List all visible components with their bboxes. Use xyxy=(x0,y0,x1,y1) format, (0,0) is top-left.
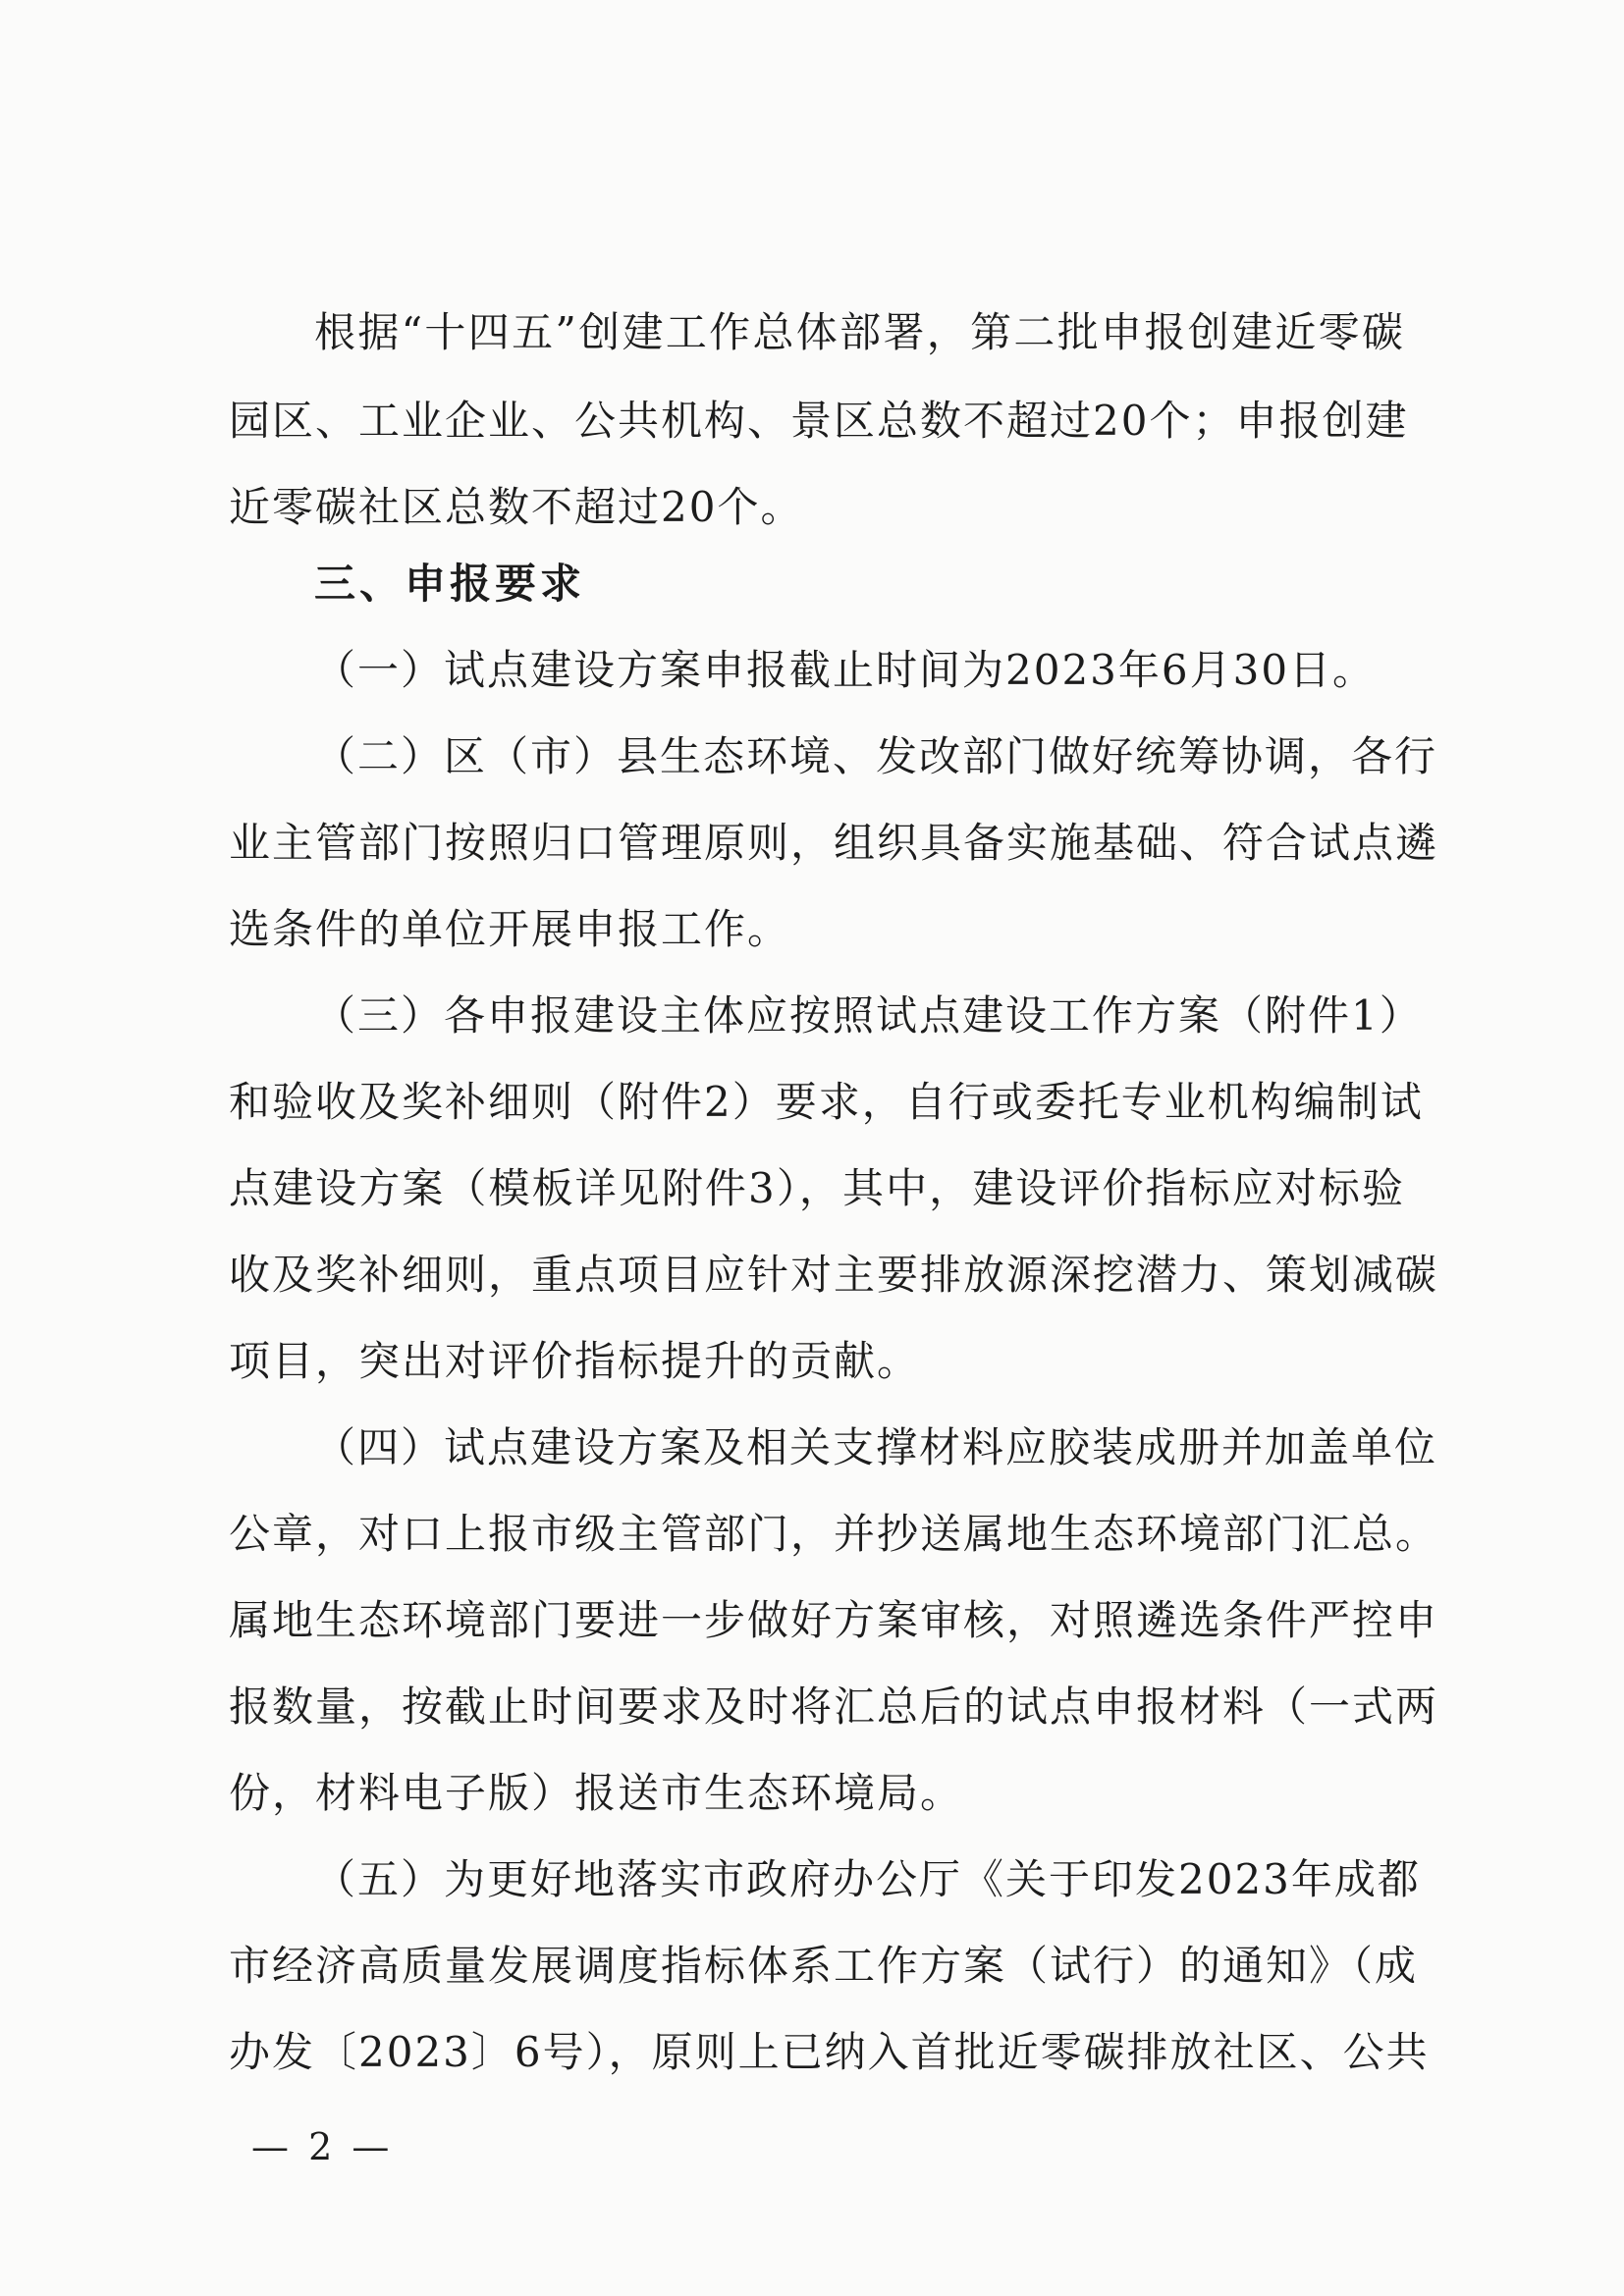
paragraph-line: 份，材料电子版）报送市生态环境局。 xyxy=(229,1769,964,1817)
paragraph-line: 和验收及奖补细则（附件2）要求，自行或委托专业机构编制试 xyxy=(229,1078,1424,1126)
paragraph-line: （二）区（市）县生态环境、发改部门做好统筹协调，各行 xyxy=(314,732,1438,780)
paragraph-line: 办发〔2023〕6号），原则上已纳入首批近零碳排放社区、公共 xyxy=(229,2028,1430,2076)
paragraph-line: 近零碳社区总数不超过20个。 xyxy=(229,483,804,531)
page-number: — 2 — xyxy=(251,2125,394,2168)
paragraph-line: 市经济高质量发展调度指标体系工作方案（试行）的通知》（成 xyxy=(229,1942,1419,1990)
paragraph-line: （三）各申报建设主体应按照试点建设工作方案（附件1） xyxy=(314,991,1423,1040)
paragraph-line: 属地生态环境部门要进一步做好方案审核，对照遴选条件严控申 xyxy=(229,1596,1439,1644)
paragraph-line: 选条件的单位开展申报工作。 xyxy=(229,905,791,953)
paragraph-line: 根据“十四五”创建工作总体部署，第二批申报创建近零碳 xyxy=(314,308,1405,356)
paragraph-line: 公章，对口上报市级主管部门，并抄送属地生态环境部门汇总。 xyxy=(229,1510,1439,1558)
paragraph-line: 报数量，按截止时间要求及时将汇总后的试点申报材料（一式两 xyxy=(229,1682,1439,1731)
paragraph-line: 业主管部门按照归口管理原则，组织具备实施基础、符合试点遴 xyxy=(229,819,1439,867)
paragraph-line: 点建设方案（模板详见附件3），其中，建设评价指标应对标验 xyxy=(229,1164,1405,1212)
paragraph-line: （五）为更好地落实市政府办公厅《关于印发2023年成都 xyxy=(314,1855,1421,1903)
paragraph-line: 项目，突出对评价指标提升的贡献。 xyxy=(229,1337,921,1385)
section-heading: 三、申报要求 xyxy=(314,560,586,608)
paragraph-line: 收及奖补细则，重点项目应针对主要排放源深挖潜力、策划减碳 xyxy=(229,1251,1439,1299)
paragraph-line: 园区、工业企业、公共机构、景区总数不超过20个；申报创建 xyxy=(229,397,1409,445)
paragraph-line: （四）试点建设方案及相关支撑材料应胶装成册并加盖单位 xyxy=(314,1423,1438,1471)
paragraph-line: （一）试点建设方案申报截止时间为2023年6月30日。 xyxy=(314,646,1377,694)
